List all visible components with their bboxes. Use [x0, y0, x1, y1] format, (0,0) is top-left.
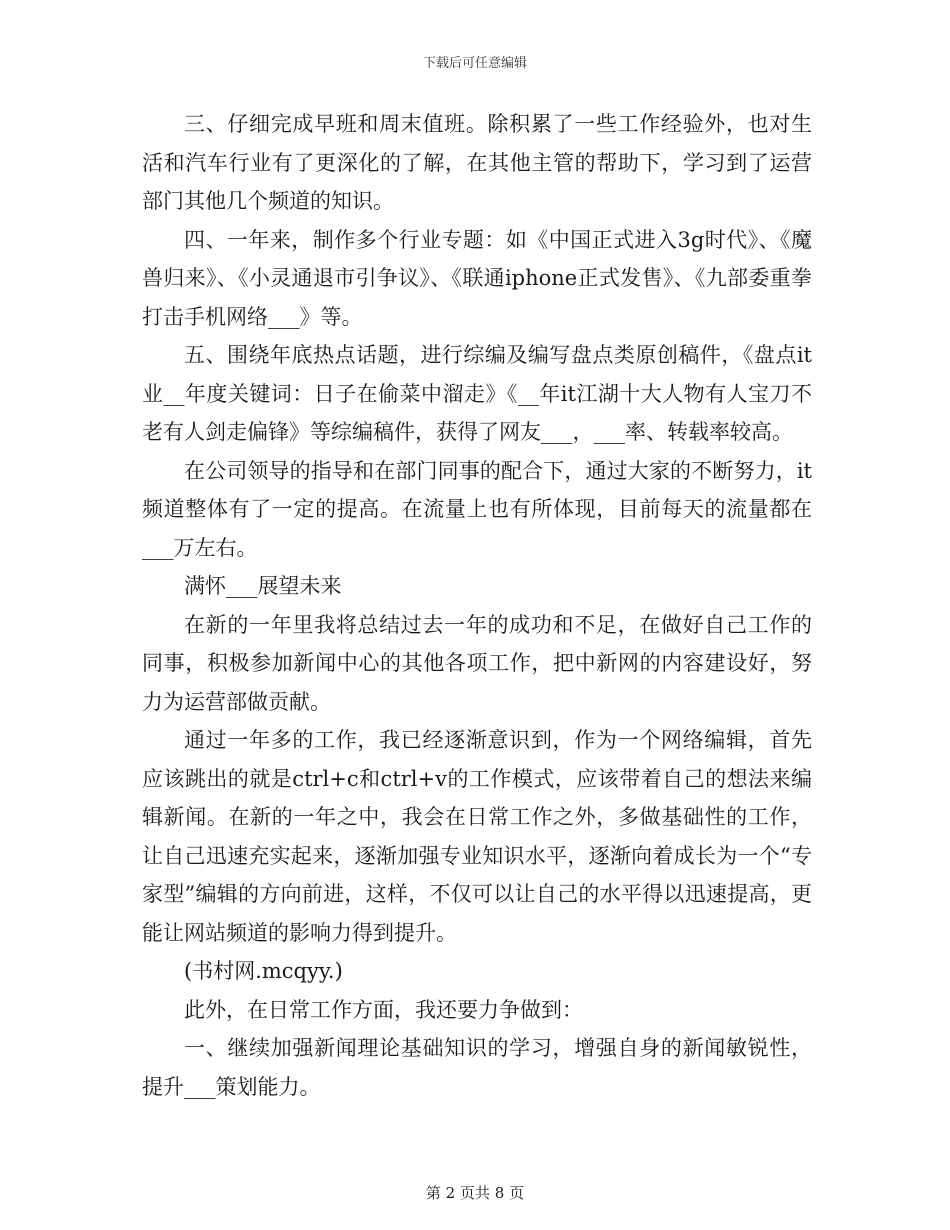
paragraph: 在新的一年里我将总结过去一年的成功和不足，在做好自己工作的同事，积极参加新闻中心的其他各项工作，把中新网的内容建设好，努力为运营部做贡献。: [142, 612, 812, 714]
paragraph: 五、围绕年底热点话题，进行综编及编写盘点类原创稿件，《盘点it业__年度关键词：日子在偷菜中溜走》《__年it江湖十大人物有人宝刀不老有人剑走偏锋》等综编稿件，获得了网友___，___率、转载率较高。: [142, 343, 812, 444]
page-number: 第 2 页共 8 页: [425, 1184, 525, 1202]
paragraph: 通过一年多的工作，我已经逐渐意识到，作为一个网络编辑，首先应该跳出的就是ctrl+c和ctrl+v的工作模式，应该带着自己的想法来编辑新闻。在新的一年之中，我会在日常工作之外，多做基础性的工作，让自己迅速充实起来，逐渐加强专业知识水平，逐渐向着成长为一个“专家型”编辑的方向前进，这样，不仅可以让自己的水平得以迅速提高，更能让网站频道的影响力得到提升。: [142, 728, 812, 945]
paragraph: (书村网.mcqyy.): [184, 959, 343, 983]
paragraph: 一、继续加强新闻理论基础知识的学习，增强自身的新闻敏锐性，提升___策划能力。: [142, 1036, 812, 1099]
document-body: [142, 105, 812, 1106]
paragraph: 在公司领导的指导和在部门同事的配合下，通过大家的不断努力，it频道整体有了一定的提高。在流量上也有所体现，目前每天的流量都在___万左右。: [142, 458, 812, 560]
paragraph: 此外，在日常工作方面，我还要力争做到：: [184, 997, 583, 1022]
section-heading: 满怀___展望未来: [184, 574, 342, 598]
paragraph: 四、一年来，制作多个行业专题：如《中国正式进入3g时代》、《魔兽归来》、《小灵通退市引争议》、《联通iphone正式发售》、《九部委重拳打击手机网络___》等。: [142, 227, 812, 329]
page-header: 下载后可任意编辑: [422, 56, 527, 71]
paragraph: 三、仔细完成早班和周末值班。除积累了一些工作经验外，也对生活和汽车行业有了更深化的了解，在其他主管的帮助下，学习到了运营部门其他几个频道的知识。: [142, 112, 812, 213]
